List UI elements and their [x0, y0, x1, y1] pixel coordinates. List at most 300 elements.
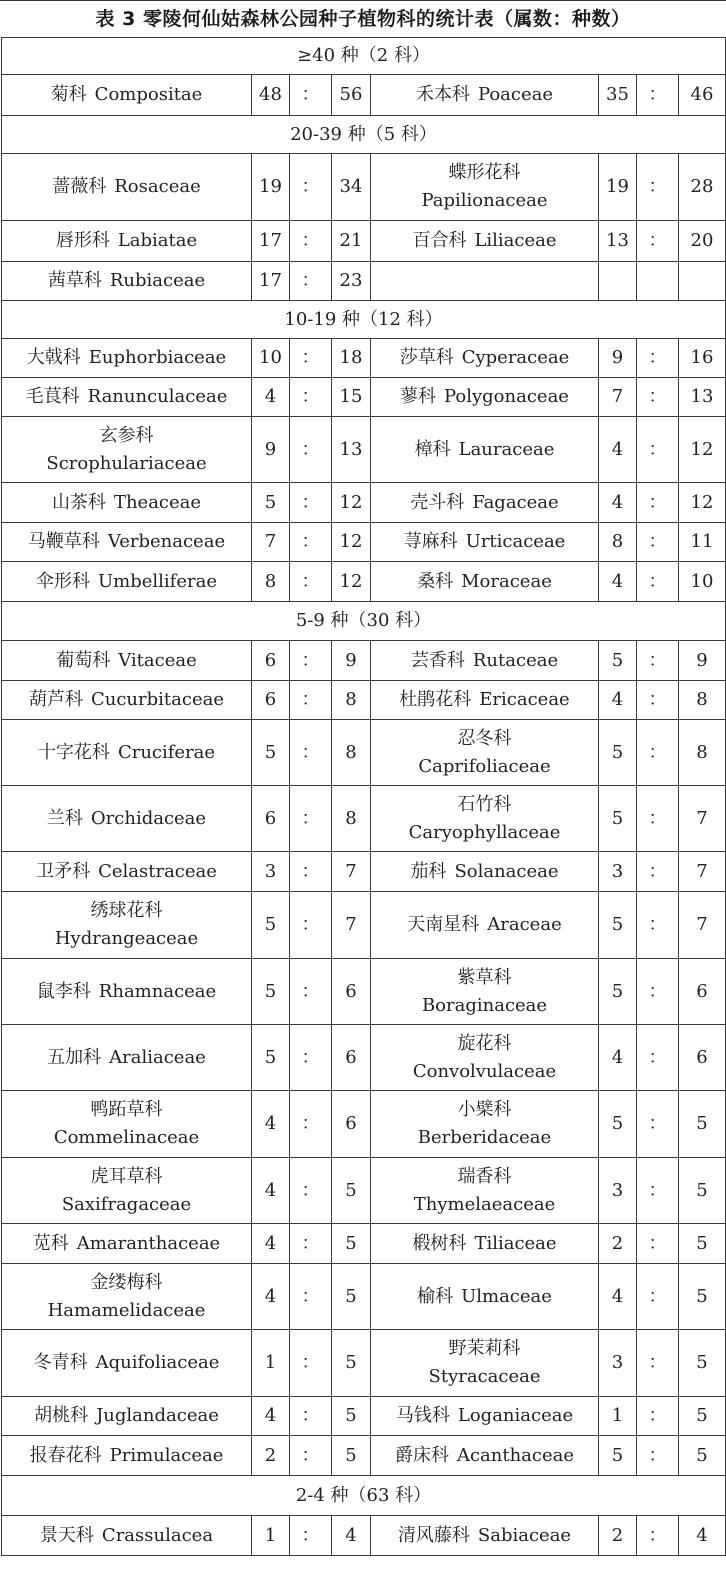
ratio-separator: ： [290, 786, 332, 852]
family-cell [2, 562, 252, 602]
species-count: 10 [679, 562, 726, 602]
family-name-latin: Rubiaceae [109, 270, 206, 291]
species-count: 5 [679, 1158, 726, 1224]
family-name-cn: 杜鹃花科 [399, 689, 472, 710]
ratio-separator: ： [290, 262, 332, 301]
table-row [2, 1516, 726, 1556]
family-name-cn: 荨麻科 [403, 531, 458, 552]
ratio-separator: ： [290, 1091, 332, 1158]
family-name-cn: 山茶科 [51, 491, 106, 513]
species-count: 46 [679, 75, 726, 116]
family-name-cn: 瑞香科 [457, 1165, 512, 1187]
ratio-separator: ： [637, 523, 679, 562]
genus-count: 7 [252, 523, 290, 562]
genus-count: 5 [599, 959, 637, 1025]
family-cell [371, 1436, 599, 1476]
genus-count: 17 [252, 221, 290, 262]
ratio-separator: ： [290, 681, 332, 720]
ratio-separator: ： [290, 562, 332, 602]
family-name-cn: 报春花科 [29, 1444, 102, 1466]
family-name-latin: Ericaceae [479, 689, 570, 710]
family-name-latin: Acanthaceae [456, 1444, 575, 1466]
family-cell [371, 720, 599, 786]
ratio-separator: ： [637, 1330, 679, 1397]
table-row [2, 786, 726, 852]
species-count: 8 [332, 786, 371, 852]
family-cell [2, 720, 252, 786]
table-row [2, 339, 726, 378]
family-cell [2, 641, 252, 681]
family-name-cn: 清风藤科 [397, 1524, 470, 1546]
family-name-cn: 紫草科 [457, 966, 512, 988]
table-row [2, 154, 726, 221]
group-header-row [2, 301, 726, 339]
family-name-cn: 旋花科 [457, 1032, 512, 1054]
family-name-cn: 小檗科 [457, 1099, 512, 1120]
genus-count: 5 [599, 1091, 637, 1158]
family-cell [371, 75, 599, 116]
genus-count: 4 [599, 417, 637, 483]
genus-count: 8 [252, 562, 290, 602]
family-name-latin: Saxifragaceae [61, 1193, 192, 1215]
family-name-cn: 葡萄科 [56, 649, 111, 671]
family-cell [2, 378, 252, 417]
genus-count: 4 [252, 1264, 290, 1330]
family-cell [371, 483, 599, 523]
family-cell [371, 523, 599, 562]
ratio-separator: ： [637, 1436, 679, 1476]
family-name-cn: 五加科 [47, 1046, 102, 1068]
species-count: 8 [679, 720, 726, 786]
family-name-cn: 马钱科 [395, 1405, 450, 1426]
table-row [2, 1264, 726, 1330]
table-row [2, 641, 726, 681]
family-cell [371, 786, 599, 852]
species-count: 12 [679, 417, 726, 483]
group-header-row [2, 1476, 726, 1516]
family-name-latin: Juglandaceae [96, 1405, 219, 1426]
genus-count: 6 [252, 681, 290, 720]
ratio-separator: ： [637, 483, 679, 523]
genus-count: 4 [599, 681, 637, 720]
family-name-latin: Amaranthaceae [76, 1232, 221, 1254]
table-row [2, 1436, 726, 1476]
family-name-cn: 椴树科 [412, 1232, 467, 1254]
family-cell [371, 1330, 599, 1397]
ratio-separator: ： [637, 959, 679, 1025]
species-count: 5 [332, 1264, 371, 1330]
genus-count: 13 [599, 221, 637, 262]
species-count: 7 [332, 892, 371, 959]
family-name-latin: Celastraceae [98, 860, 217, 882]
family-cell [2, 523, 252, 562]
table-row [2, 1091, 726, 1158]
family-cell [2, 1224, 252, 1264]
ratio-separator: ： [637, 1025, 679, 1091]
family-cell [371, 262, 599, 301]
ratio-separator: ： [637, 339, 679, 378]
family-cell [2, 786, 252, 852]
genus-count: 2 [252, 1436, 290, 1476]
genus-count: 4 [599, 1264, 637, 1330]
table-body [2, 38, 726, 1556]
genus-count: 8 [599, 523, 637, 562]
genus-count: 5 [252, 483, 290, 523]
family-name-cn: 葫芦科 [28, 689, 83, 710]
ratio-separator: ： [637, 641, 679, 681]
family-name-latin: Cucurbitaceae [90, 689, 224, 710]
genus-count: 5 [252, 892, 290, 959]
species-count: 5 [679, 1397, 726, 1436]
genus-count: 5 [599, 1436, 637, 1476]
ratio-separator: ： [637, 1264, 679, 1330]
family-name-latin: Crassulacea [101, 1524, 214, 1546]
table-row [2, 378, 726, 417]
family-cell [371, 959, 599, 1025]
species-count: 12 [332, 523, 371, 562]
group-label: 2-4 种（63 科） [2, 1476, 726, 1516]
species-count: 56 [332, 75, 371, 116]
family-name-latin: Ulmaceae [461, 1285, 552, 1307]
species-count: 4 [679, 1516, 726, 1556]
family-name-latin: Poaceae [477, 84, 554, 105]
family-name-latin: Labiatae [117, 230, 198, 251]
family-name-latin: Orchidaceae [90, 807, 207, 829]
group-label: ≥40 种（2 科） [2, 38, 726, 75]
family-cell [371, 417, 599, 483]
species-count: 5 [679, 1224, 726, 1264]
species-count: 7 [679, 892, 726, 959]
family-name-latin: Scrophulariaceae [46, 452, 207, 474]
genus-count: 35 [599, 75, 637, 116]
family-cell [2, 221, 252, 262]
species-count: 28 [679, 154, 726, 221]
family-name-cn: 景天科 [39, 1524, 94, 1546]
family-cell [371, 1516, 599, 1556]
species-count: 5 [679, 1436, 726, 1476]
family-name-latin: Hamamelidaceae [47, 1299, 206, 1321]
family-cell [2, 75, 252, 116]
species-count: 5 [332, 1330, 371, 1397]
family-name-latin: Ranunculaceae [87, 386, 228, 407]
genus-count: 5 [252, 959, 290, 1025]
family-cell [2, 483, 252, 523]
family-name-cn: 茜草科 [47, 270, 102, 291]
ratio-separator: ： [637, 892, 679, 959]
species-count: 4 [332, 1516, 371, 1556]
family-cell [371, 852, 599, 892]
family-cell [2, 1436, 252, 1476]
family-cell [2, 262, 252, 301]
family-cell [371, 641, 599, 681]
family-name-cn: 禾本科 [415, 84, 470, 105]
family-name-cn: 茄科 [410, 860, 447, 882]
family-name-cn: 菊科 [50, 84, 87, 105]
family-name-cn: 毛茛科 [25, 386, 80, 407]
ratio-separator: ： [637, 221, 679, 262]
genus-count: 4 [252, 1091, 290, 1158]
genus-count: 4 [252, 1224, 290, 1264]
family-name-latin: Caryophyllaceae [408, 821, 561, 843]
ratio-separator: ： [637, 1397, 679, 1436]
family-name-latin: Umbelliferae [98, 570, 217, 592]
group-header-row [2, 38, 726, 75]
species-count: 6 [679, 959, 726, 1025]
family-cell [2, 681, 252, 720]
family-name-latin: Liliaceae [474, 230, 557, 251]
table-row [2, 221, 726, 262]
ratio-separator [637, 262, 679, 301]
genus-count: 5 [599, 641, 637, 681]
family-name-latin: Sabiaceae [477, 1524, 572, 1546]
species-count: 5 [679, 1330, 726, 1397]
genus-count: 1 [252, 1516, 290, 1556]
family-name-latin: Urticaceae [465, 531, 566, 552]
family-cell [2, 154, 252, 221]
family-name-latin: Fagaceae [472, 491, 559, 513]
family-cell [2, 1330, 252, 1397]
family-name-cn: 唇形科 [55, 230, 110, 251]
family-cell [2, 959, 252, 1025]
family-cell [371, 1264, 599, 1330]
ratio-separator: ： [290, 221, 332, 262]
family-cell [371, 1397, 599, 1436]
ratio-separator: ： [290, 852, 332, 892]
family-name-cn: 玄参科 [99, 424, 154, 446]
family-name-latin: Convolvulaceae [412, 1060, 557, 1082]
genus-count: 7 [599, 378, 637, 417]
family-name-cn: 金缕梅科 [90, 1271, 163, 1293]
species-count: 13 [679, 378, 726, 417]
species-count [679, 262, 726, 301]
genus-count: 9 [252, 417, 290, 483]
table-row [2, 1397, 726, 1436]
species-count: 5 [332, 1397, 371, 1436]
ratio-separator: ： [637, 852, 679, 892]
ratio-separator: ： [637, 1091, 679, 1158]
ratio-separator: ： [290, 1516, 332, 1556]
ratio-separator: ： [637, 562, 679, 602]
ratio-separator: ： [290, 1264, 332, 1330]
species-count: 5 [679, 1091, 726, 1158]
genus-count: 1 [599, 1397, 637, 1436]
family-name-cn: 虎耳草科 [90, 1165, 163, 1187]
species-count: 12 [332, 483, 371, 523]
genus-count: 9 [599, 339, 637, 378]
genus-count: 19 [599, 154, 637, 221]
species-count: 8 [332, 720, 371, 786]
family-name-cn: 莎草科 [399, 347, 454, 368]
ratio-separator: ： [637, 75, 679, 116]
genus-count: 5 [599, 786, 637, 852]
species-count: 6 [332, 1025, 371, 1091]
family-name-latin: Araceae [487, 914, 562, 935]
genus-count: 5 [599, 892, 637, 959]
family-cell [371, 378, 599, 417]
family-name-latin: Papilionaceae [421, 190, 548, 211]
species-count: 7 [679, 852, 726, 892]
ratio-separator: ： [637, 786, 679, 852]
species-count: 5 [332, 1158, 371, 1224]
table-row [2, 959, 726, 1025]
species-count: 21 [332, 221, 371, 262]
genus-count: 4 [599, 483, 637, 523]
family-name-latin: Rhamnaceae [98, 980, 217, 1002]
species-count: 12 [679, 483, 726, 523]
table-row [2, 892, 726, 959]
table-row [2, 1158, 726, 1224]
family-name-cn: 伞形科 [36, 570, 90, 592]
family-cell [371, 681, 599, 720]
ratio-separator: ： [290, 720, 332, 786]
genus-count: 17 [252, 262, 290, 301]
family-name-cn: 十字花科 [37, 741, 110, 763]
family-name-latin: Rutaceae [472, 649, 559, 671]
family-name-latin: Euphorbiaceae [88, 347, 227, 368]
family-name-cn: 爵床科 [394, 1444, 449, 1466]
species-count: 6 [332, 959, 371, 1025]
species-count: 11 [679, 523, 726, 562]
family-cell [371, 1025, 599, 1091]
family-cell [371, 1224, 599, 1264]
ratio-separator: ： [290, 378, 332, 417]
species-count: 5 [679, 1264, 726, 1330]
ratio-separator: ： [290, 483, 332, 523]
family-cell [2, 1516, 252, 1556]
genus-count: 5 [252, 1025, 290, 1091]
table-row [2, 1224, 726, 1264]
ratio-separator: ： [290, 75, 332, 116]
table-row [2, 1025, 726, 1091]
family-cell [2, 852, 252, 892]
family-cell [2, 339, 252, 378]
family-name-cn: 芸香科 [410, 649, 465, 671]
species-count: 23 [332, 262, 371, 301]
family-name-latin: Hydrangeaceae [54, 928, 199, 949]
family-name-cn: 天南星科 [407, 914, 480, 935]
family-name-latin: Cyperaceae [461, 347, 570, 368]
table-row [2, 523, 726, 562]
family-name-latin: Lauraceae [458, 438, 555, 460]
genus-count: 6 [252, 641, 290, 681]
genus-count: 10 [252, 339, 290, 378]
family-cell [371, 892, 599, 959]
family-name-cn: 忍冬科 [457, 727, 512, 749]
family-name-cn: 马鞭草科 [27, 531, 100, 552]
species-count: 7 [679, 786, 726, 852]
table-row [2, 720, 726, 786]
ratio-separator: ： [637, 681, 679, 720]
ratio-separator: ： [637, 1516, 679, 1556]
family-name-latin: Verbenaceae [107, 531, 226, 552]
ratio-separator: ： [637, 154, 679, 221]
family-name-latin: Styracaceae [428, 1366, 541, 1387]
family-cell [2, 1091, 252, 1158]
family-name-latin: Rosaceae [114, 176, 201, 197]
species-count: 18 [332, 339, 371, 378]
species-count: 7 [332, 852, 371, 892]
genus-count: 3 [252, 852, 290, 892]
family-name-latin: Primulaceae [109, 1444, 224, 1466]
ratio-separator: ： [290, 417, 332, 483]
family-cell [371, 339, 599, 378]
family-statistics-table [1, 37, 726, 1556]
species-count: 9 [679, 641, 726, 681]
ratio-separator: ： [290, 523, 332, 562]
ratio-separator: ： [290, 892, 332, 959]
genus-count [599, 262, 637, 301]
family-name-cn: 卫矛科 [36, 860, 91, 882]
family-name-latin: Araliaceae [109, 1046, 206, 1068]
family-name-cn: 大戟科 [26, 347, 81, 368]
family-name-latin: Aquifoliaceae [95, 1352, 220, 1373]
genus-count: 2 [599, 1224, 637, 1264]
species-count: 12 [332, 562, 371, 602]
species-count: 5 [332, 1436, 371, 1476]
species-count: 6 [679, 1025, 726, 1091]
species-count: 15 [332, 378, 371, 417]
family-name-latin: Thymelaeaceae [413, 1193, 556, 1215]
family-name-latin: Caprifoliaceae [418, 755, 551, 777]
family-name-cn: 樟科 [414, 438, 451, 460]
family-name-latin: Moraceae [461, 570, 552, 592]
family-name-latin: Tiliaceae [474, 1232, 557, 1254]
ratio-separator: ： [290, 1436, 332, 1476]
table-title: 表 3 零陵何仙姑森林公园种子植物科的统计表（属数：种数） [0, 0, 726, 37]
ratio-separator: ： [637, 417, 679, 483]
species-count: 34 [332, 154, 371, 221]
genus-count: 4 [599, 562, 637, 602]
group-label: 10-19 种（12 科） [2, 301, 726, 339]
family-name-cn: 壳斗科 [410, 491, 465, 513]
species-count: 16 [679, 339, 726, 378]
family-name-latin: Commelinaceae [53, 1127, 200, 1148]
species-count: 8 [679, 681, 726, 720]
ratio-separator: ： [290, 1224, 332, 1264]
table-row [2, 483, 726, 523]
group-header-row [2, 116, 726, 154]
genus-count: 3 [599, 1158, 637, 1224]
ratio-separator: ： [637, 378, 679, 417]
family-name-latin: Theaceae [113, 491, 202, 513]
family-cell [2, 1264, 252, 1330]
ratio-separator: ： [290, 1025, 332, 1091]
ratio-separator: ： [290, 1158, 332, 1224]
family-name-cn: 桑科 [417, 570, 454, 592]
group-label: 20-39 种（5 科） [2, 116, 726, 154]
group-header-row [2, 602, 726, 641]
family-name-latin: Solanaceae [454, 860, 559, 882]
family-name-cn: 野茉莉科 [448, 1338, 521, 1359]
table-row [2, 262, 726, 301]
family-name-cn: 胡桃科 [34, 1405, 89, 1426]
family-cell [371, 221, 599, 262]
ratio-separator: ： [290, 1330, 332, 1397]
group-label: 5-9 种（30 科） [2, 602, 726, 641]
ratio-separator: ： [290, 1397, 332, 1436]
genus-count: 5 [252, 720, 290, 786]
species-count: 6 [332, 1091, 371, 1158]
family-cell [371, 1091, 599, 1158]
family-name-latin: Compositae [94, 84, 203, 105]
genus-count: 4 [252, 378, 290, 417]
family-cell [2, 1397, 252, 1436]
family-cell [2, 1158, 252, 1224]
genus-count: 19 [252, 154, 290, 221]
family-name-latin: Boraginaceae [421, 994, 548, 1016]
family-cell [371, 562, 599, 602]
family-name-cn: 兰科 [46, 807, 83, 829]
